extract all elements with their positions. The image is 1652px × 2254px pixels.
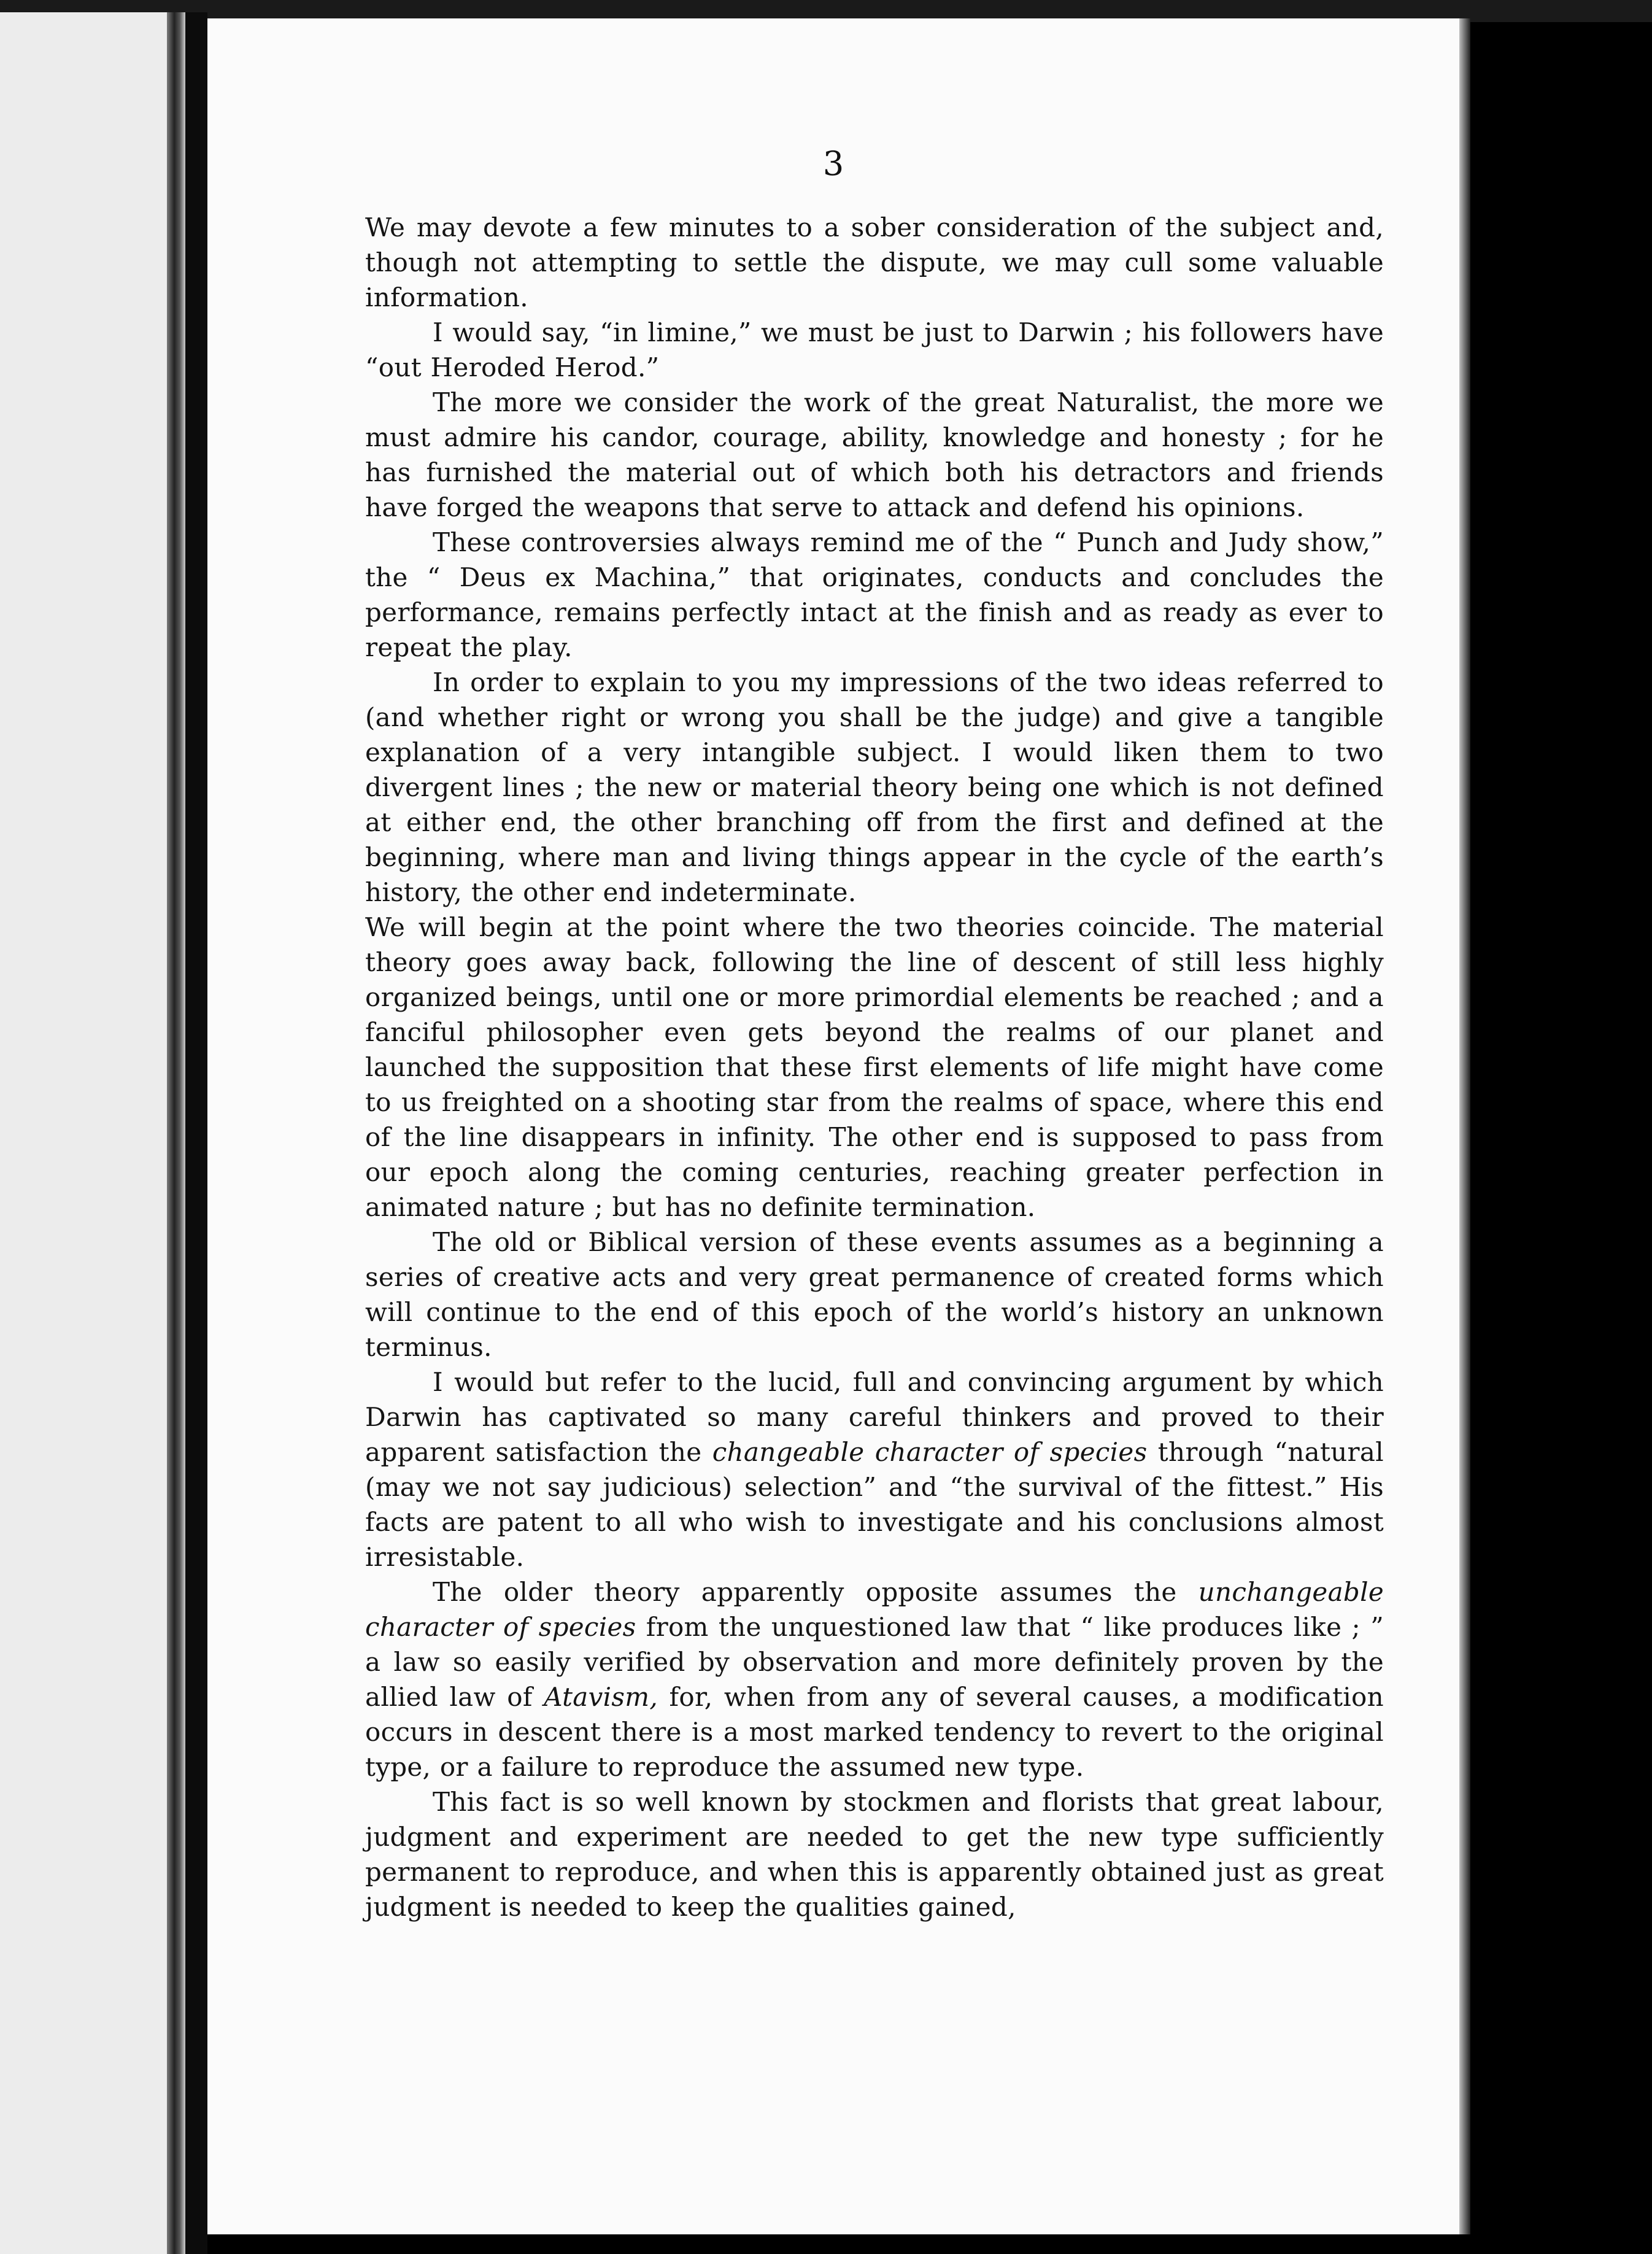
text-run: This fact is so well known by stockmen and florists that great labour, judgment and experiment are needed to get the new type sufficiently permanent to reproduce, and when this is apparently obtained just as great judgment is needed to keep the qualities gained, (365, 1787, 1384, 1922)
page-number: 3 (822, 144, 844, 183)
italic-phrase: changeable character of species (712, 1437, 1148, 1467)
paragraph (365, 210, 1384, 315)
paragraph (365, 315, 1384, 385)
paragraph (365, 665, 1384, 910)
italic-phrase: unchangeable character of species (365, 1577, 1384, 1642)
paragraph (365, 1365, 1384, 1574)
paragraph (365, 1225, 1384, 1365)
text-run: The old or Biblical version of these events assumes as a beginning a series of creative acts and very great permanence of created forms which will continue to the end of this epoch of the world’s history an unknown terminus. (365, 1227, 1384, 1362)
text-run: I would say, “in limine,” we must be just to Darwin ; his followers have “out Heroded Herod.” (365, 317, 1384, 382)
italic-phrase: Atavism, (544, 1682, 658, 1712)
left-blank-page (0, 12, 184, 2254)
paragraph (365, 1574, 1384, 1784)
text-run: These controversies always remind me of the “ Punch and Judy show,” the “ Deus ex Machina,” that originates, conducts and concludes the performance, remains perfectly intact at the finish and as ready as ever to repeat the play. (365, 527, 1384, 662)
document-page (207, 18, 1459, 2234)
text-run: The more we consider the work of the great Naturalist, the more we must admire his candor, courage, ability, knowledge and honesty ; for he has furnished the material out of which both his detractors and friends have forged the weapons that serve to attack and defend his opinions. (365, 387, 1384, 522)
text-run: In order to explain to you my impressions of the two ideas referred to (and whether right or wrong you shall be the judge) and give a tangible explanation of a very intangible subject. I would liken them to two divergent lines ; the new or material theory being one which is not defined at either end, the other branching off from the first and defined at the beginning, where man and living things appear in the cycle of the earth’s history, the other end indeterminate. (365, 667, 1384, 907)
text-run: for, when from any of several causes, a modification occurs in descent there is a most marked tendency to revert to the original type, or a failure to reproduce the assumed new type. (365, 1682, 1384, 1782)
page-gap-shadow (185, 12, 207, 2254)
text-run: We may devote a few minutes to a sober consideration of the subject and, though not attempting to settle the dispute, we may cull some valuable information. (365, 212, 1384, 312)
text-run: through “natural (may we not say judicious) selection” and “the survival of the fittest.” His facts are patent to all who wish to investigate and his conclusions almost irresistable. (365, 1437, 1384, 1572)
text-run: The older theory apparently opposite assumes the (433, 1577, 1198, 1607)
body-text (365, 210, 1384, 1924)
paragraph (365, 1784, 1384, 1924)
book-gutter (167, 12, 185, 2254)
text-run: from the unquestioned law that “ like produces like ; ” a law so easily verified by observation and more definitely proven by the allied law of (365, 1612, 1384, 1712)
page-right-edge (1459, 18, 1470, 2234)
paragraph (365, 385, 1384, 525)
paragraph (365, 525, 1384, 665)
text-run: I would but refer to the lucid, full and convincing argument by which Darwin has captivated so many careful thinkers and proved to their apparent satisfaction the (365, 1367, 1384, 1467)
paragraph (365, 910, 1384, 1225)
text-run: We will begin at the point where the two theories coincide. The material theory goes away back, following the line of descent of still less highly organized beings, until one or more primordial elements be reached ; and a fanciful philosopher even gets beyond the realms of our planet and launched the supposition that these first elements of life might have come to us freighted on a shooting star from the realms of space, where this end of the line disappears in infinity. The other end is supposed to pass from our epoch along the coming centuries, reaching greater perfection in animated nature ; but has no definite termination. (365, 912, 1384, 1222)
